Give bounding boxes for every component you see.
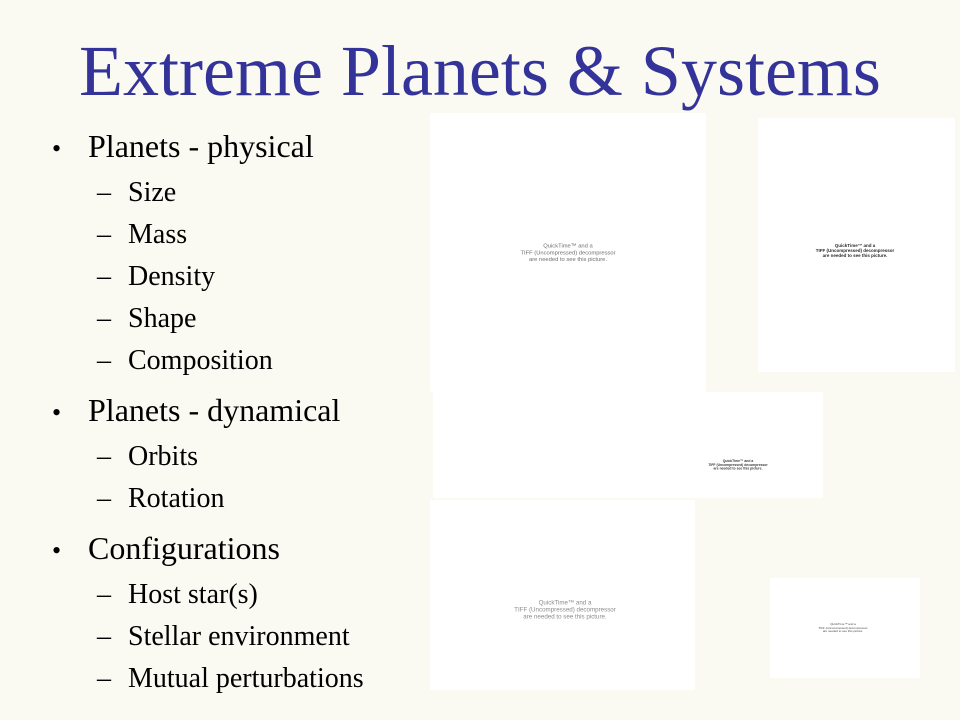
quicktime-line: TIFF (Uncompressed) decompressor	[514, 606, 616, 614]
quicktime-placeholder	[816, 243, 895, 259]
bullet-label: Configurations	[88, 530, 280, 566]
bullet-item	[40, 387, 600, 436]
quicktime-line: TIFF (Uncompressed) decompressor	[818, 626, 868, 630]
bullet-marker-icon: •	[52, 536, 62, 565]
bullet-item	[40, 123, 600, 172]
sub-bullet-label: Shape	[128, 303, 197, 334]
sub-bullet-label: Orbits	[128, 441, 198, 472]
quicktime-line: are needed to see this picture.	[713, 466, 763, 471]
quicktime-line: are needed to see this picture.	[523, 613, 607, 621]
quicktime-line: are needed to see this picture.	[822, 253, 888, 259]
sub-bullet-label: Rotation	[128, 483, 225, 514]
sub-bullet-item	[40, 172, 600, 214]
quicktime-placeholder	[818, 623, 867, 633]
dash-marker-icon: –	[97, 579, 111, 610]
quicktime-line: TIFF (Uncompressed) decompressor	[708, 463, 768, 467]
bullet-marker-icon: •	[52, 398, 62, 427]
sub-bullet-item	[40, 574, 600, 616]
quicktime-line: QuickTime™ and a	[834, 243, 876, 249]
quicktime-line: QuickTime™ and a	[830, 622, 856, 627]
dash-marker-icon: –	[97, 663, 111, 694]
quicktime-placeholder	[708, 459, 767, 471]
dash-marker-icon: –	[97, 177, 111, 208]
bullet-label: Planets - dynamical	[88, 392, 341, 428]
quicktime-line: TIFF (Uncompressed) decompressor	[520, 249, 616, 257]
quicktime-line: are needed to see this picture.	[822, 629, 864, 634]
dash-marker-icon: –	[97, 345, 111, 376]
sub-bullet-label: Composition	[128, 345, 273, 376]
slide-title: Extreme Planets & Systems	[79, 31, 881, 111]
dash-marker-icon: –	[97, 441, 111, 472]
sub-bullet-label: Stellar environment	[128, 621, 350, 652]
quicktime-line: QuickTime™ and a	[538, 599, 592, 607]
dash-marker-icon: –	[97, 483, 111, 514]
bullet-marker-icon: •	[52, 134, 62, 163]
sub-bullet-item	[40, 256, 600, 298]
sub-bullet-item	[40, 214, 600, 256]
sub-bullet-label: Host star(s)	[128, 579, 258, 610]
quicktime-line: QuickTime™ and a	[722, 459, 754, 463]
sub-bullet-item	[40, 298, 600, 340]
sub-bullet-label: Mass	[128, 219, 188, 250]
bullet-list	[40, 123, 600, 700]
quicktime-line: are needed to see this picture.	[528, 256, 608, 263]
quicktime-line: QuickTime™ and a	[543, 242, 593, 250]
sub-bullet-item	[40, 436, 600, 478]
sub-bullet-item	[40, 658, 600, 700]
sub-bullet-item	[40, 478, 600, 520]
sub-bullet-item	[40, 340, 600, 382]
sub-bullet-label: Size	[128, 177, 177, 208]
dash-marker-icon: –	[97, 219, 111, 250]
dash-marker-icon: –	[97, 621, 111, 652]
sub-bullet-label: Density	[128, 261, 216, 292]
sub-bullet-item	[40, 616, 600, 658]
dash-marker-icon: –	[97, 261, 111, 292]
dash-marker-icon: –	[97, 303, 111, 334]
sub-bullet-label: Mutual perturbations	[128, 663, 364, 694]
quicktime-line: TIFF (Uncompressed) decompressor	[815, 248, 895, 254]
bullet-item	[40, 525, 600, 574]
bullet-label: Planets - physical	[88, 128, 314, 164]
